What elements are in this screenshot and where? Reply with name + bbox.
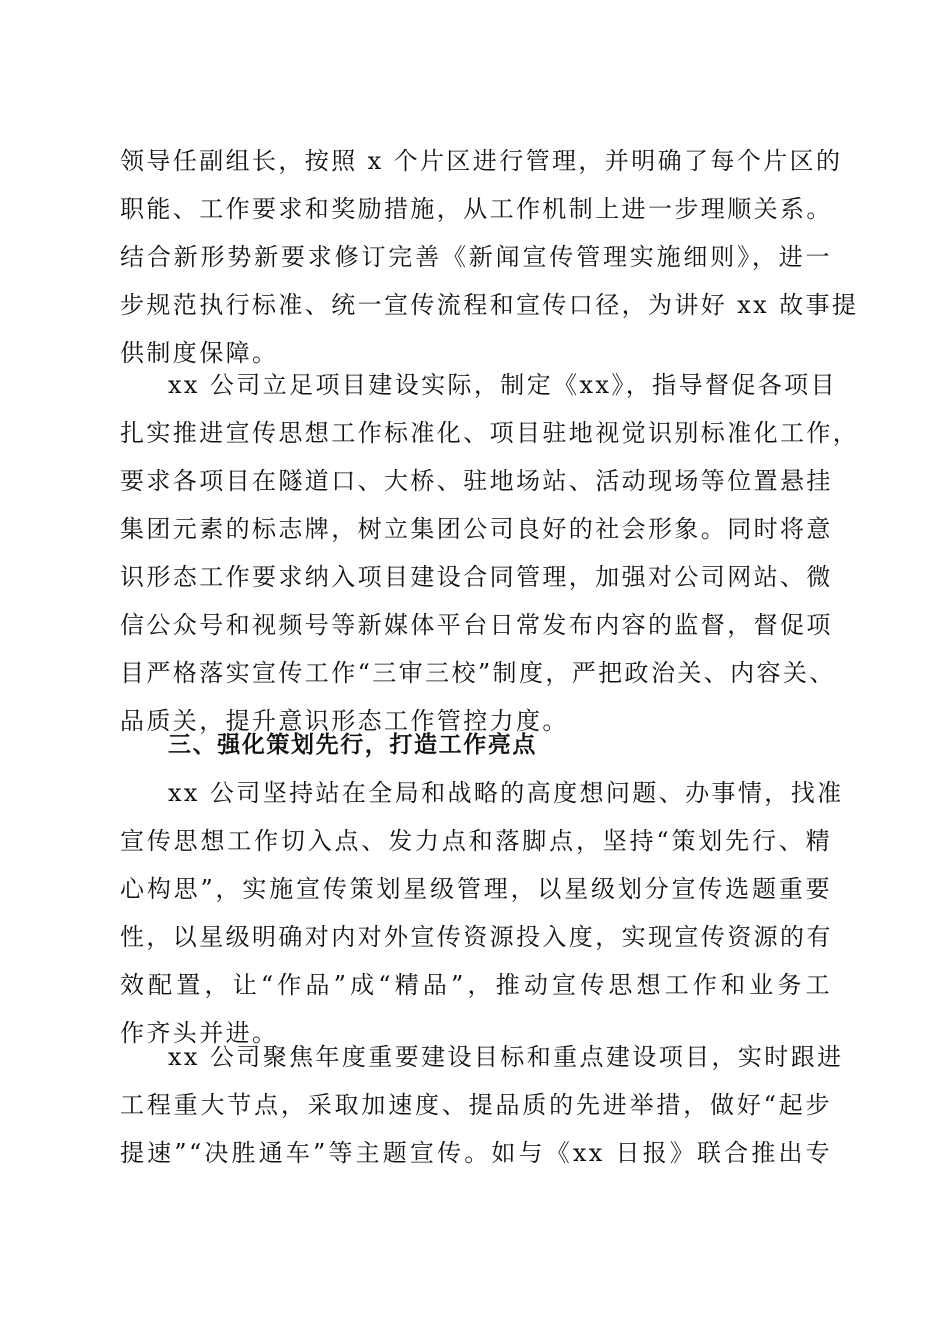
section-heading: 三、强化策划先行，打造工作亮点 bbox=[168, 732, 537, 758]
paragraph-1-line-5: 供制度保障。 bbox=[120, 339, 279, 367]
paragraph-3-line-6: 作齐头并进。 bbox=[120, 1019, 279, 1047]
paragraph-2-line-6: 信公众号和视频号等新媒体平台日常发布内容的监督，督促项 bbox=[120, 611, 833, 639]
paragraph-3-line-3: 心构思”，实施宣传策划星级管理，以星级划分宣传选题重要 bbox=[120, 875, 832, 903]
paragraph-4-line-1: xx 公司聚焦年度重要建设目标和重点建设项目，实时跟进 bbox=[168, 1043, 844, 1071]
paragraph-1-line-2: 职能、工作要求和奖励措施，从工作机制上进一步理顺关系。 bbox=[120, 195, 833, 223]
paragraph-3-line-2: 宣传思想工作切入点、发力点和落脚点，坚持“策划先行、精 bbox=[120, 827, 832, 855]
paragraph-2-line-1: xx 公司立足项目建设实际，制定《xx》，指导督促各项目 bbox=[168, 371, 837, 399]
paragraph-2-line-3: 要求各项目在隧道口、大桥、驻地场站、活动现场等位置悬挂 bbox=[120, 467, 833, 495]
paragraph-2-line-5: 识形态工作要求纳入项目建设合同管理，加强对公司网站、微 bbox=[120, 563, 833, 591]
paragraph-3-line-1: xx 公司坚持站在全局和战略的高度想问题、办事情，找准 bbox=[168, 779, 844, 807]
paragraph-1-line-3: 结合新形势新要求修订完善《新闻宣传管理实施细则》，进一 bbox=[120, 243, 832, 271]
paragraph-1-line-4: 步规范执行标准、统一宣传流程和宣传口径，为讲好 xx 故事提 bbox=[120, 291, 859, 319]
paragraph-4-line-2: 工程重大节点，采取加速度、提品质的先进举措，做好“起步 bbox=[120, 1091, 832, 1119]
paragraph-2-line-8: 品质关，提升意识形态工作管控力度。 bbox=[120, 707, 569, 735]
paragraph-3-line-5: 效配置，让“作品”成“精品”，推动宣传思想工作和业务工 bbox=[120, 971, 832, 999]
paragraph-2-line-4: 集团元素的标志牌，树立集团公司良好的社会形象。同时将意 bbox=[120, 515, 833, 543]
paragraph-4-line-3: 提速”“决胜通车”等主题宣传。如与《xx 日报》联合推出专 bbox=[120, 1139, 832, 1167]
paragraph-2-line-7: 目严格落实宣传工作“三审三校”制度，严把政治关、内容关、 bbox=[120, 659, 836, 687]
paragraph-3-line-4: 性，以星级明确对内对外宣传资源投入度，实现宣传资源的有 bbox=[120, 923, 833, 951]
paragraph-2-line-2: 扎实推进宣传思想工作标准化、项目驻地视觉识别标准化工作， bbox=[120, 419, 860, 447]
paragraph-1-line-1: 领导任副组长，按照 x 个片区进行管理，并明确了每个片区的 bbox=[120, 147, 843, 175]
